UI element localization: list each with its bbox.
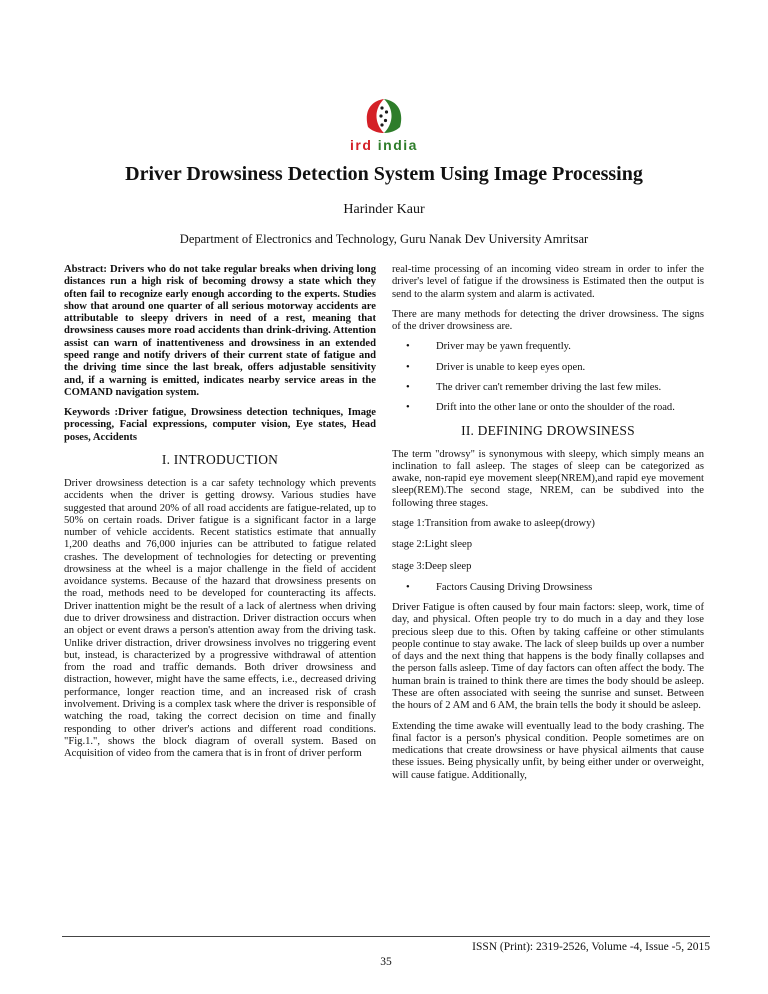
issn-text: ISSN (Print): 2319-2526, Volume -4, Issue -5, 2015 bbox=[472, 941, 710, 953]
drowsiness-sign-text: Driver is unable to keep eyes open. bbox=[436, 361, 586, 373]
ird-india-logo-text bbox=[0, 137, 768, 153]
stage-2-line: stage 2:Light sleep bbox=[392, 539, 473, 551]
two-column-body bbox=[64, 264, 704, 790]
drowsiness-sign-item bbox=[406, 382, 704, 394]
drowsiness-sign-text: The driver can't remember driving the last few miles. bbox=[436, 381, 662, 393]
page-number: 35 bbox=[380, 956, 392, 968]
stage-1-line: stage 1:Transition from awake to asleep(drowy) bbox=[392, 517, 595, 529]
drowsiness-sign-item bbox=[406, 402, 704, 414]
drowsiness-sign-text: Driver may be yawn frequently. bbox=[436, 341, 571, 353]
bullet-marker: • bbox=[406, 402, 410, 414]
section-heading-introduction: I. INTRODUCTION bbox=[161, 451, 279, 467]
abstract-paragraph: Abstract: Drivers who do not take regular breaks when driving long distances run a high risk of becoming drowsy a state which they often fail to recognize early enough according to the experts. Studies show that around one quarter of all serious motorway accidents are attributable to sleepy drivers in need of a rest, meaning that drowsiness causes more road accidents than drink-driving. Attention assist can warn of inattentiveness and drowsiness in an extended speed range and notify drivers of their current state of fatigue and the driving time since the last break, offers adjustable sensitivity and, if a warning is emitted, indicates nearby service areas in the COMAND navigation system. bbox=[64, 264, 376, 398]
section-heading-defining-drowsiness: II. DEFINING DROWSINESS bbox=[461, 422, 635, 438]
left-column bbox=[64, 264, 376, 790]
factors-bullet-item bbox=[406, 582, 704, 594]
bullet-marker: • bbox=[406, 581, 410, 593]
keywords-paragraph: Keywords :Driver fatigue, Drowsiness detection techniques, Image processing, Facial expressions, computer vision, Eye states, Head poses, Accidents bbox=[64, 407, 376, 443]
logo bbox=[0, 0, 768, 153]
author-name: Harinder Kaur bbox=[343, 202, 425, 217]
fatigue-factors-paragraph: Driver Fatigue is often caused by four main factors: sleep, work, time of day, and physical. Often people try to do much in a day and they lose precious sleep due to this. Often by taking caffeine or other stimulants people continue to stay awake. The lack of sleep builds up over a number of days and the next thing that happens is the body finally collapses and the person falls asleep. Time of day factors can often affect the body. The human brain is trained to think there are times the body should be asleep. These are often associated with seeing the sunrise and sunset. Between the hours of 2 AM and 6 AM, the brain tells the body it should be asleep. bbox=[392, 602, 704, 712]
logo-text-ird: ird bbox=[350, 137, 378, 153]
bullet-marker: • bbox=[406, 341, 410, 353]
ird-india-logo-icon bbox=[358, 96, 410, 136]
stage-3-line: stage 3:Deep sleep bbox=[392, 560, 472, 572]
logo-text-india: india bbox=[377, 137, 418, 153]
drowsiness-sign-item bbox=[406, 362, 704, 374]
footer-rule bbox=[62, 936, 710, 937]
introduction-paragraph: Driver drowsiness detection is a car safety technology which prevents accidents when the driver is getting drowsy. Various studies have suggested that around 20% of all road accidents are fatigue-related, up to 50% on certain roads. Driver fatigue is a significant factor in a large number of vehicle accidents. Recent statistics estimate that annually 1,200 deaths and 76,000 injuries can be attributed to fatigue related crashes. The development of technologies for detecting or preventing drowsiness at the wheel is a major challenge in the field of accident avoidance systems. Because of the hazard that drowsiness presents on the road, methods need to be developed for counteracting its affects. Driver inattention might be the result of a lack of alertness when driving due to driver drowsiness and distraction. Driver distraction occurs when an object or event draws a person's attention away from the driving task. Unlike driver distraction, driver drowsiness involves no triggering event but, instead, is characterized by a progressive withdrawal of attention from the road and traffic demands. Both driver drowsiness and distraction, however, might have the same effects, i.e., decreased driving performance, longer reaction time, and an increased risk of crash involvement. Driving is a complex task where the driver is responsible of watching the road, taking the correct decision on time and finally responding to other driver's actions and different road conditions. "Fig.1.", shows the block diagram of overall system. Based on Acquisition of video from the camera that is in front of driver perform bbox=[64, 477, 376, 760]
detection-methods-paragraph: There are many methods for detecting the driver drowsiness. The signs of the driver drowsiness are. bbox=[392, 308, 704, 333]
drowsiness-definition-paragraph: The term "drowsy" is synonymous with sleepy, which simply means an inclination to fall asleep. The stages of sleep can be categorized as awake, non-rapid eye movement sleep(NREM),and rapid eye movement sleep(REM).The second stage, NREM, can be subdived into the following three stages. bbox=[392, 448, 704, 509]
author-affiliation: Department of Electronics and Technology, Guru Nanak Dev University Amritsar bbox=[179, 232, 589, 246]
page-footer bbox=[62, 936, 710, 968]
physical-condition-paragraph: Extending the time awake will eventually lead to the body crashing. The final factor is a person's physical condition. People sometimes are on medications that create drowsiness or have physical ailments that cause these issues. Being physically unfit, by being either under or overweight, will cause fatigue. Additionally, bbox=[392, 720, 704, 781]
drowsiness-sign-text: Drift into the other lane or onto the shoulder of the road. bbox=[436, 402, 675, 414]
drowsiness-sign-item bbox=[406, 341, 704, 353]
factors-bullet-text: Factors Causing Driving Drowsiness bbox=[436, 581, 593, 593]
video-processing-paragraph: real-time processing of an incoming video stream in order to infer the driver's level of fatigue if the drowsiness is Estimated then the output is send to the alarm system and alarm is activated. bbox=[392, 264, 704, 300]
bullet-marker: • bbox=[406, 381, 410, 393]
bullet-marker: • bbox=[406, 361, 410, 373]
right-column bbox=[392, 264, 704, 790]
paper-title: Driver Drowsiness Detection System Using Image Processing bbox=[125, 163, 643, 185]
